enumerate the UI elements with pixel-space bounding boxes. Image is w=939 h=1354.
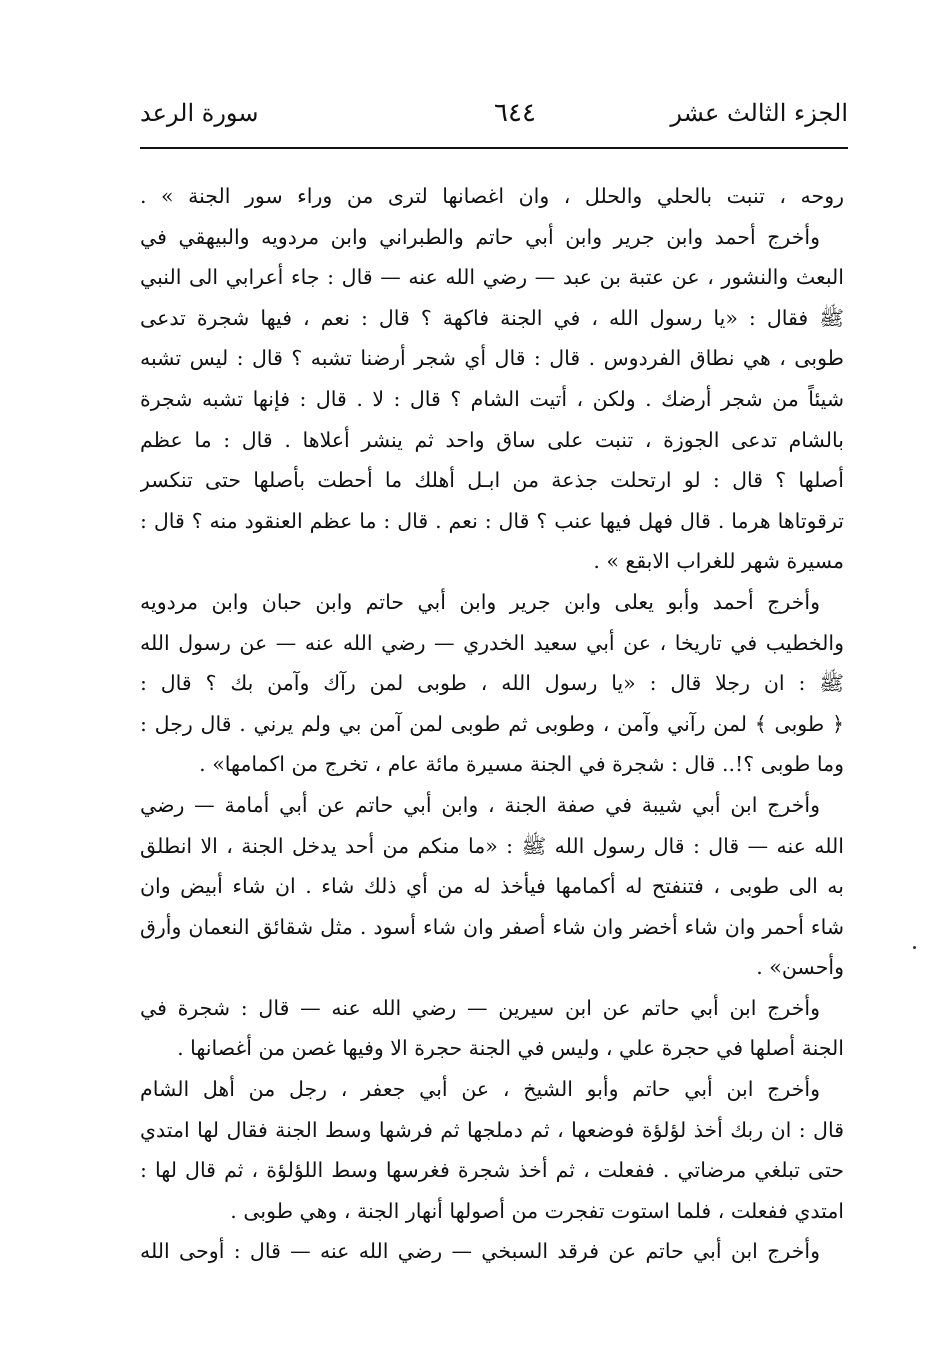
text-line: وأخرج ابن أبي حاتم وأبو الشيخ ، عن أبي جعفر ، رجل من أهل الشام bbox=[140, 1077, 820, 1102]
scan-speck bbox=[913, 946, 916, 949]
text-line: ﴿ طوبى ﴾ لمن رآني وآمن ، وطوبى ثم طوبى لمن آمن بي ولم يرني . قال رجل : bbox=[140, 711, 844, 736]
part-title: الجزء الثالث عشر bbox=[670, 99, 848, 127]
text-line: طوبى ، هي نطاق الفردوس . قال : قال أي شجر أرضنا تشبه ؟ قال : ليس تشبه bbox=[140, 346, 844, 371]
text-line: والخطيب في تاريخا ، عن أبي سعيد الخدري — رضي الله عنه — عن رسول الله bbox=[140, 630, 844, 655]
text-line: وأخرج ابن أبي شيبة في صفة الجنة ، وابن أبي حاتم عن أبي أمامة — رضي bbox=[140, 792, 820, 817]
text-line: وما طوبى ؟!.. قال : شجرة في الجنة مسيرة مائة عام ، تخرج من اكمامها» . bbox=[199, 752, 844, 777]
text-line: وأخرج أحمد وابن جرير وابن أبي حاتم والطبراني وابن مردويه والبيهقي في bbox=[140, 224, 821, 249]
text-line: وأخرج ابن أبي حاتم عن فرقد السبخي — رضي الله عنه — قال : أوحى الله bbox=[140, 1239, 820, 1264]
page-number: ٦٤٤ bbox=[494, 98, 536, 128]
text-line: مسيرة شهر للغراب الابقع » . bbox=[593, 549, 844, 574]
text-line: امتدي ففعلت ، فلما استوت تفجرت من أصولها أنهار الجنة ، وهي طوبى . bbox=[230, 1198, 844, 1223]
text-line: بالشام تدعى الجوزة ، تنبت على ساق واحد ثم ينشر أعلاها . قال : ما عظم bbox=[140, 427, 844, 452]
text-line: الله عنه — قال : قال رسول الله ﷺ : «ما منكم من أحد يدخل الجنة ، الا انطلق bbox=[140, 833, 844, 858]
text-line: ﷺ فقال : «يا رسول الله ، في الجنة فاكهة ؟ قال : نعم ، فيها شجرة تدعى bbox=[140, 305, 844, 330]
text-line: وأحسن» . bbox=[756, 955, 844, 980]
text-line: وأخرج ابن أبي حاتم عن ابن سيرين — رضي الله عنه — قال : شجرة في bbox=[140, 995, 820, 1020]
surah-title: سورة الرعد bbox=[140, 99, 259, 127]
text-line: البعث والنشور ، عن عتبة بن عبد — رضي الله عنه — قال : جاء أعرابي الى النبي bbox=[140, 265, 844, 290]
text-line: وأخرج أحمد وأبو يعلى وابن جرير وابن أبي حاتم وابن حبان وابن مردويه bbox=[140, 589, 820, 614]
page-header bbox=[140, 98, 848, 138]
text-line: به الى طوبى ، فتنفتح له أكمامها فيأخذ له من أي ذلك شاء . ان شاء أبيض وان bbox=[140, 874, 844, 899]
text-line: ﷺ : ان رجلا قال : «يا رسول الله ، طوبى لمن رآك وآمن بك ؟ قال : bbox=[140, 671, 844, 696]
text-line: حتى تبلغي مرضاتي . ففعلت ، ثم أخذ شجرة فغرسها وسط اللؤلؤة ، ثم قال لها : bbox=[140, 1158, 844, 1183]
header-rule bbox=[140, 147, 848, 149]
text-line: شيئاً من شجر أرضك . ولكن ، أتيت الشام ؟ قال : لا . قال : فإنها تشبه شجرة bbox=[140, 386, 844, 411]
text-line: شاء أحمر وان شاء أخضر وان شاء أصفر وان شاء أسود . مثل شقائق النعمان وأرق bbox=[140, 914, 844, 939]
text-line: أصلها ؟ قال : لو ارتحلت جذعة من ابـل أهلك ما أحطت بأصلها حتى تنكسر bbox=[140, 468, 844, 493]
text-line: الجنة أصلها في حجرة علي ، وليس في الجنة حجرة الا وفيها غصن من أغصانها . bbox=[177, 1036, 844, 1061]
text-line: ترقوتاها هرما . قال فهل فيها عنب ؟ قال : نعم . قال : ما عظم العنقود منه ؟ قال : bbox=[140, 508, 844, 533]
body-text bbox=[140, 176, 844, 1272]
text-line: قال : ان ربك أخذ لؤلؤة فوضعها ، ثم دملجها ثم فرشها وسط الجنة فقال لها امتدي bbox=[140, 1117, 844, 1142]
text-line: روحه ، تنبت بالحلي والحلل ، وان اغصانها لترى من وراء سور الجنة » . bbox=[140, 184, 844, 208]
